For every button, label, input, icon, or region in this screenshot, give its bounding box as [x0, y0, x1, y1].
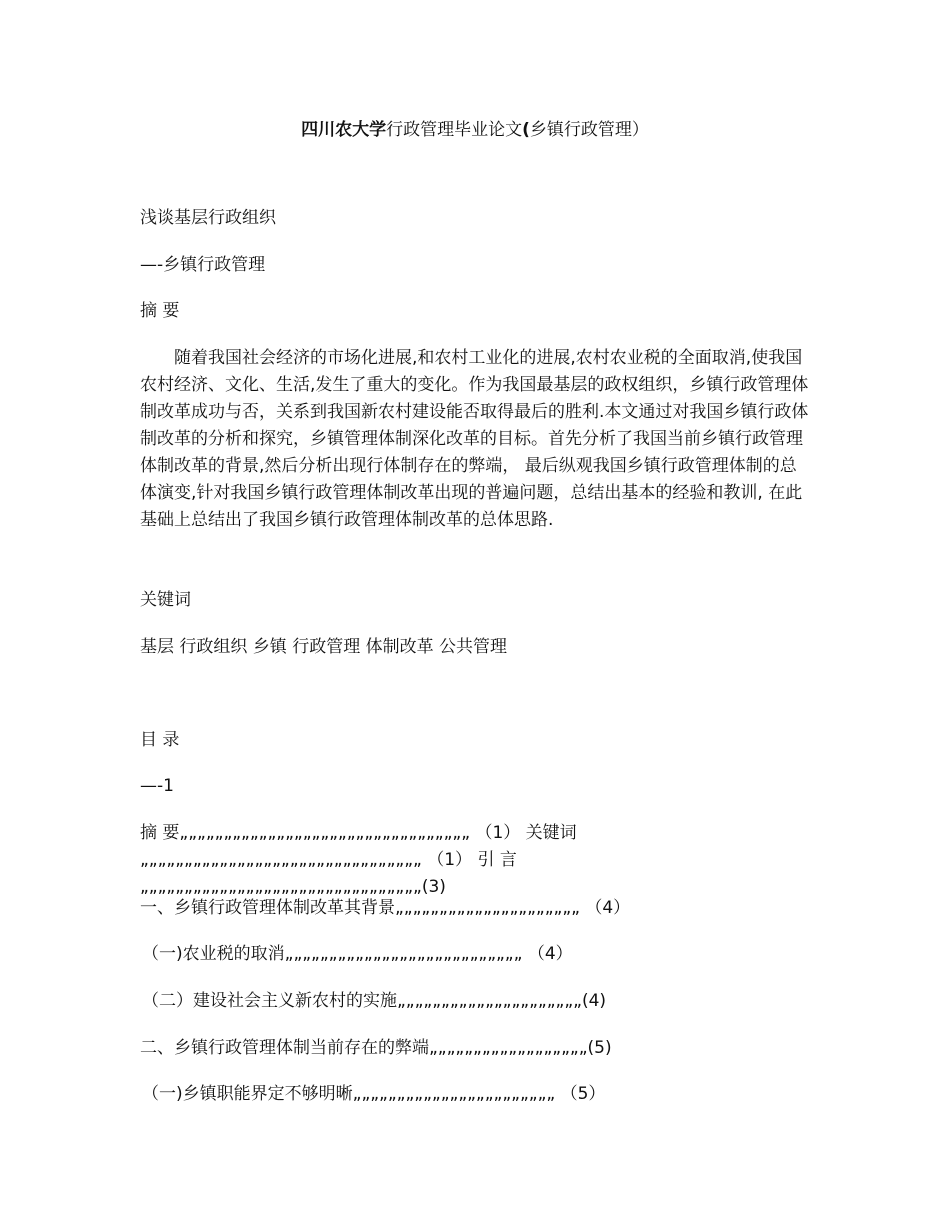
abstract-paragraph: 随着我国社会经济的市场化进展,和农村工业化的进展,农村农业税的全面取消,使我国农村经济、文化、生活,发生了重大的变化。作为我国最基层的政权组织，乡镇行政管理体制改革成功与否，关系到我国新农村建设能否取得最后的胜利.本文通过对我国乡镇行政体制改革的分析和探究，乡镇管理体制深化改革的目标。首先分析了我国当前乡镇行政管理体制改革的背景,然后分析出现行体制存在的弊端， 最后纵观我国乡镇行政管理体制的总体演变,针对我国乡镇行政管理体制改革出现的普遍问题，总结出基本的经验和教训, 在此基础上总结出了我国乡镇行政管理体制改革的总体思路.: [140, 348, 809, 530]
toc-item: （二）建设社会主义新农村的实施„„„„„„„„„„„„„„„„„„„„„(4): [142, 991, 607, 1011]
abstract-body: [140, 345, 812, 534]
title-tail: 乡镇行政管理）: [529, 120, 649, 140]
keywords-values: 基层 行政组织 乡镇 行政管理 体制改革 公共管理: [140, 637, 508, 657]
title-school: 四川农大学: [301, 120, 387, 140]
title-main: 行政管理毕业论文: [386, 120, 523, 140]
toc-item: （一)乡镇职能界定不够明晰„„„„„„„„„„„„„„„„„„„„„„„ （5）: [142, 1084, 606, 1104]
main-heading: 浅谈基层行政组织: [140, 208, 276, 228]
abstract-label: 摘 要: [140, 301, 180, 321]
toc-item: （一)农业税的取消„„„„„„„„„„„„„„„„„„„„„„„„„„„ （4）: [142, 944, 573, 964]
document-title: [0, 118, 950, 142]
toc-label: 目 录: [140, 730, 180, 750]
toc-item: 一、乡镇行政管理体制改革其背景„„„„„„„„„„„„„„„„„„„„„ （4）: [140, 898, 631, 918]
sub-heading: —-乡镇行政管理: [140, 255, 266, 275]
toc-entry-abstract-keywords-intro: 摘 要„„„„„„„„„„„„„„„„„„„„„„„„„„„„„„„„„ （1） 关键词„„„„„„„„„„„„„„„„„„„„„„„„„„„„„„„„ （1） 引 言„„„„„„„„„„„„„„„„„„„„„„„„„„„„„„„„(3): [140, 823, 577, 897]
keywords-label: 关键词: [140, 590, 191, 610]
toc-dash: —-1: [140, 776, 174, 796]
toc-item: 二、乡镇行政管理体制当前存在的弊端„„„„„„„„„„„„„„„„„„(5): [140, 1038, 612, 1058]
toc-combined-entry: [140, 820, 812, 901]
title-paren: (: [522, 120, 530, 140]
